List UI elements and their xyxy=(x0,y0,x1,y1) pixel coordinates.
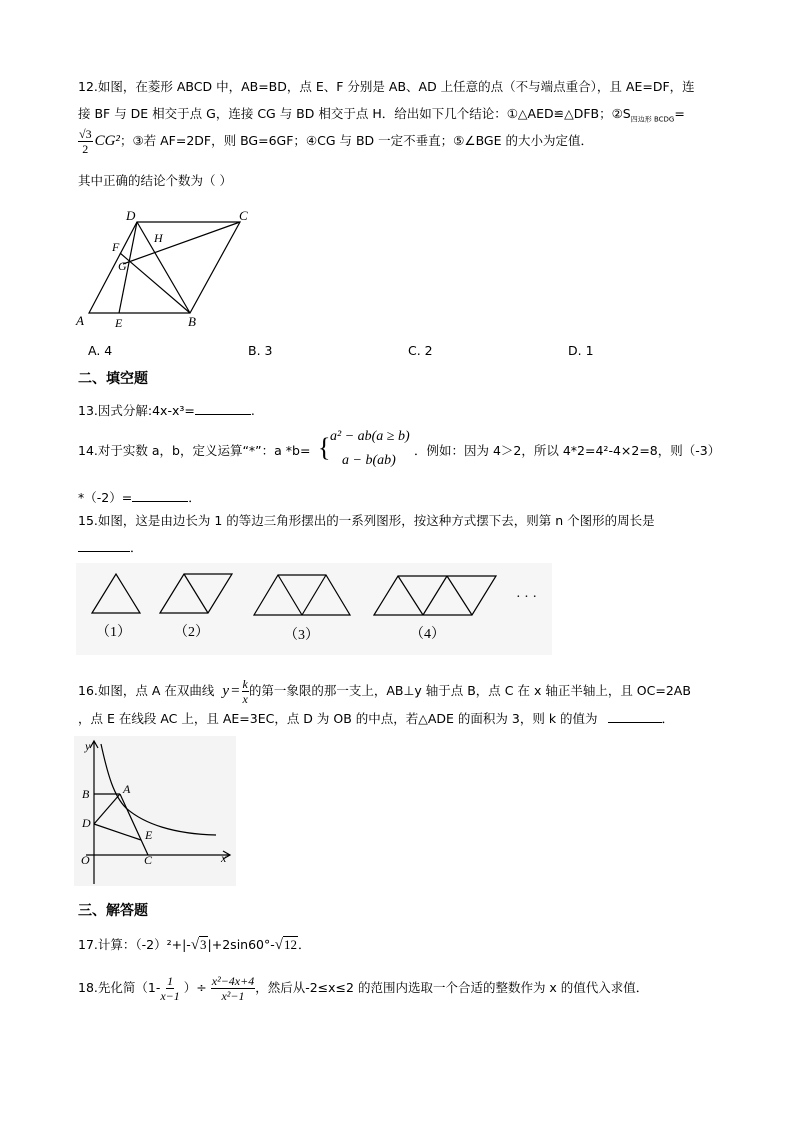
segment-bf xyxy=(120,253,190,313)
q16-end: ． xyxy=(661,711,675,726)
q15-label-4: （4） xyxy=(410,627,445,642)
q12-option-b: B. 3 xyxy=(248,343,273,358)
q18-frac1-den: x−1 xyxy=(160,989,180,1003)
rhombus-abcd xyxy=(89,222,240,313)
q18-fraction-1 xyxy=(160,975,179,1002)
q15-end: ． xyxy=(130,540,143,555)
q12-line-2-eq: = xyxy=(674,106,685,121)
label-d: D xyxy=(126,208,136,223)
q16-prefix: 16.如图，点 A 在双曲线 xyxy=(78,683,215,699)
q15-label-2: （2） xyxy=(174,625,209,640)
q18-frac2-num: x²−4x+4 xyxy=(211,974,255,988)
segment-bd xyxy=(137,222,190,313)
q17-radicand-3: 3 xyxy=(200,937,207,952)
q15-line-2 xyxy=(78,540,143,555)
q12-cg-squared: CG² xyxy=(94,133,120,149)
q18 xyxy=(78,975,648,1002)
q14-prefix: 14.对于实数 a，b，定义运算“*”：a *b= xyxy=(78,443,311,458)
q16-line-1 xyxy=(78,678,691,705)
q12-option-d: D. 1 xyxy=(568,343,594,358)
q18-fraction-2 xyxy=(211,975,255,1002)
q15-ellipsis: · · · xyxy=(516,590,537,605)
q13-text: 13.因式分解:4x-x³= xyxy=(78,403,195,418)
section-title-fill-in: 二、填空题 xyxy=(78,371,148,387)
q15-answer-blank xyxy=(78,540,130,552)
q17-sqrt-12: √12 xyxy=(274,937,297,953)
q12-frac-den: 2 xyxy=(82,142,89,156)
q16-line-2-text: ，点 E 在线段 AC 上，且 AE=3EC，点 D 为 OB 的中点，若△ADE 的面积为 3，则 k 的值为 xyxy=(78,711,598,726)
q16-formula-num: k xyxy=(242,677,248,691)
q12-frac-num: √3 xyxy=(79,127,92,141)
q12-line-3 xyxy=(78,128,593,155)
q16-label-x: x xyxy=(221,851,227,865)
q18-prefix: 18.先化简（1- xyxy=(78,980,161,996)
q18-divide: ）÷ xyxy=(183,980,207,996)
label-f: F xyxy=(112,240,120,254)
q14-suffix: ．例如：因为 4＞2，所以 4*2=4²-4×2=8，则（-3） xyxy=(414,443,721,458)
q12-sqrt3-over-2 xyxy=(78,128,93,155)
q15-label-1: （1） xyxy=(96,625,131,640)
label-c: C xyxy=(239,208,248,223)
q16-formula-den: x xyxy=(242,692,248,706)
q14-case-1: a² − ab(a ≥ b) xyxy=(330,429,410,444)
q16-figure-background xyxy=(74,736,236,886)
section-title-solve: 三、解答题 xyxy=(78,903,148,919)
q12-line-1: 12.如图，在菱形 ABCD 中，AB=BD，点 E、F 分别是 AB、AD 上任意的点（不与端点重合），且 AE=DF，连 xyxy=(78,79,695,94)
label-h: H xyxy=(154,231,163,245)
q17-sqrt-3: √3 xyxy=(190,937,207,953)
q12-option-a: A. 4 xyxy=(88,343,113,358)
q18-frac1-num: 1 xyxy=(167,974,174,988)
q12-conclusions: ；③若 AF=2DF，则 BG=6GF；④CG 与 BD 一定不垂直；⑤∠BGE 的大小为定值． xyxy=(119,133,593,149)
q15-line-1: 15.如图，这是由边长为 1 的等边三角形摆出的一系列图形，按这种方式摆下去，则第 n 个图形的周长是 xyxy=(78,513,655,528)
q17-prefix: 17.计算：（-2）²+|- xyxy=(78,937,191,953)
q13-answer-blank xyxy=(195,403,251,415)
q15-triangles-figure xyxy=(76,563,552,655)
label-g: G xyxy=(118,259,127,273)
q12-rhombus-figure xyxy=(70,205,260,335)
q16-label-b: B xyxy=(82,787,90,801)
q18-suffix: ，然后从-2≤x≤2 的范围内选取一个合适的整数作为 x 的值代入求值． xyxy=(255,980,649,996)
q14-case-2: a − b(ab) xyxy=(342,453,396,468)
q16-answer-blank xyxy=(608,711,662,723)
q14-line-2-text: *（-2）= xyxy=(78,490,133,505)
q13-end: . xyxy=(250,403,255,418)
q16-label-d: D xyxy=(82,816,91,830)
label-e: E xyxy=(115,316,123,330)
q16-label-a: A xyxy=(123,782,131,796)
q14-piecewise xyxy=(318,425,410,473)
q17-end: ． xyxy=(298,937,311,953)
q17 xyxy=(78,938,311,953)
q12-area-subscript: 四边形 BCDG xyxy=(630,115,675,124)
q16-label-y: y xyxy=(85,739,91,753)
q16-formula-eq: = xyxy=(231,683,240,699)
q16-label-c: C xyxy=(144,853,153,867)
label-b: B xyxy=(188,314,196,329)
q16-hyperbola-figure xyxy=(74,736,236,886)
q17-middle: |+2sin60°- xyxy=(207,937,275,953)
q12-line-2-text: 接 BF 与 DE 相交于点 G，连接 CG 与 BD 相交于点 H．给出如下几个结论：①△AED≌△DFB；②S xyxy=(78,106,631,121)
q14-line-2 xyxy=(78,490,201,505)
q16-formula-fraction xyxy=(242,678,249,705)
q12-line-2 xyxy=(78,108,685,124)
q15-label-3: （3） xyxy=(284,628,319,643)
q16-line-2 xyxy=(78,711,674,726)
q12-option-c: C. 2 xyxy=(408,343,433,358)
label-a: A xyxy=(76,313,84,328)
q18-frac2-den: x²−1 xyxy=(221,989,245,1003)
q13 xyxy=(78,403,255,418)
q17-radicand-12: 12 xyxy=(284,937,297,952)
q16-label-e: E xyxy=(145,828,153,842)
q12-line-4: 其中正确的结论个数为（ ） xyxy=(78,173,232,188)
q14-brace: { xyxy=(318,433,331,462)
q16-formula-y: y xyxy=(222,683,230,699)
q16-label-o: O xyxy=(81,853,90,867)
q16-suffix: 的第一象限的那一支上，AB⊥y 轴于点 B，点 C 在 x 轴正半轴上，且 OC=2AB xyxy=(248,683,691,699)
q14-end: ． xyxy=(188,490,201,505)
q14-answer-blank xyxy=(132,490,188,502)
